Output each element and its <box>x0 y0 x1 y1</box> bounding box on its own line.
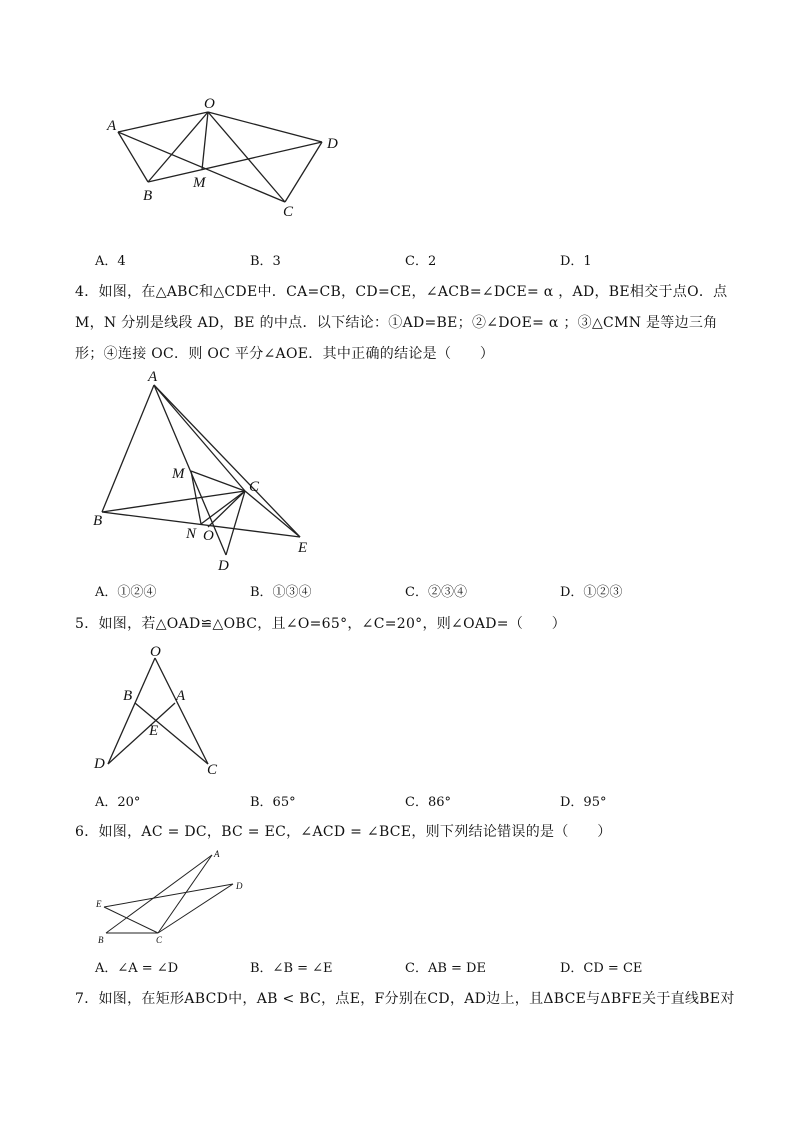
q5-figure-svg <box>90 640 230 780</box>
q6-option-a[interactable]: A．∠A = ∠D <box>95 961 179 976</box>
q3-label-C: C <box>283 204 294 220</box>
q3-option-b[interactable]: B．3 <box>250 254 281 269</box>
q5-option-d[interactable]: D．95° <box>560 795 607 810</box>
q6-label-C: C <box>156 935 163 945</box>
q3-label-M: M <box>193 175 206 191</box>
q3-label-O: O <box>204 96 215 112</box>
q6-option-b[interactable]: B．∠B = ∠E <box>250 961 333 976</box>
q4-label-C: C <box>249 479 260 495</box>
q4-label-B: B <box>93 513 103 529</box>
q4-option-a[interactable]: A．①②④ <box>95 585 157 600</box>
q6-label-E: E <box>96 899 102 909</box>
q4-label-D: D <box>218 558 229 574</box>
q6-figure-svg <box>90 848 260 948</box>
q4-option-c[interactable]: C．②③④ <box>405 585 467 600</box>
q4-label-M: M <box>172 466 185 482</box>
q3-label-D: D <box>327 136 338 152</box>
q4-label-E: E <box>298 540 308 556</box>
q7-text-line-1: 7．如图，在矩形ABCD中，AB < BC，点E，F分别在CD，AD边上，且ΔBCE与ΔBFE关于直线BE对 <box>75 991 735 1007</box>
q6-figure <box>90 848 260 948</box>
q6-option-c[interactable]: C．AB = DE <box>405 961 486 976</box>
q6-label-B: B <box>98 935 104 945</box>
q5-label-A: A <box>176 688 186 704</box>
q4-option-d[interactable]: D．①②③ <box>560 585 623 600</box>
q5-label-O: O <box>150 644 161 660</box>
q5-label-D: D <box>94 756 105 772</box>
q4-option-b[interactable]: B．①③④ <box>250 585 312 600</box>
q3-figure-svg <box>100 92 360 222</box>
q3-label-A: A <box>107 118 117 134</box>
q5-option-c[interactable]: C．86° <box>405 795 451 810</box>
q4-text-line-3: 形；④连接 OC．则 OC 平分∠AOE．其中正确的结论是（ ） <box>75 346 495 362</box>
q6-option-d[interactable]: D．CD = CE <box>560 961 643 976</box>
q5-figure <box>90 640 230 780</box>
q5-label-B: B <box>123 688 133 704</box>
q4-text-line-1: 4．如图，在△ABC和△CDE中．CA=CB，CD=CE，∠ACB=∠DCE= α ，AD，BE相交于点O．点 <box>75 284 728 300</box>
q6-label-A: A <box>214 849 220 859</box>
q5-option-b[interactable]: B．65° <box>250 795 296 810</box>
q5-label-C: C <box>207 762 218 778</box>
q3-figure <box>100 92 360 222</box>
q5-option-a[interactable]: A．20° <box>95 795 141 810</box>
q4-figure-svg <box>90 370 320 575</box>
q4-label-O: O <box>203 528 214 544</box>
q6-text-line-1: 6．如图，AC = DC，BC = EC，∠ACD = ∠BCE，则下列结论错误的是（ ） <box>75 824 612 840</box>
q3-option-d[interactable]: D．1 <box>560 254 592 269</box>
q3-option-c[interactable]: C．2 <box>405 254 437 269</box>
q4-label-A: A <box>148 369 158 385</box>
q4-figure <box>90 370 320 575</box>
q5-label-E: E <box>149 723 159 739</box>
q4-label-N: N <box>186 526 197 542</box>
q6-label-D: D <box>236 881 243 891</box>
q5-text-line-1: 5．如图，若△OAD≌△OBC，且∠O=65°，∠C=20°，则∠OAD=（ ） <box>75 616 567 632</box>
q4-text-line-2: M，N 分别是线段 AD，BE 的中点．以下结论：①AD=BE；②∠DOE= α ；③△CMN 是等边三角 <box>75 315 718 331</box>
q3-option-a[interactable]: A．4 <box>95 254 126 269</box>
q3-label-B: B <box>143 188 153 204</box>
